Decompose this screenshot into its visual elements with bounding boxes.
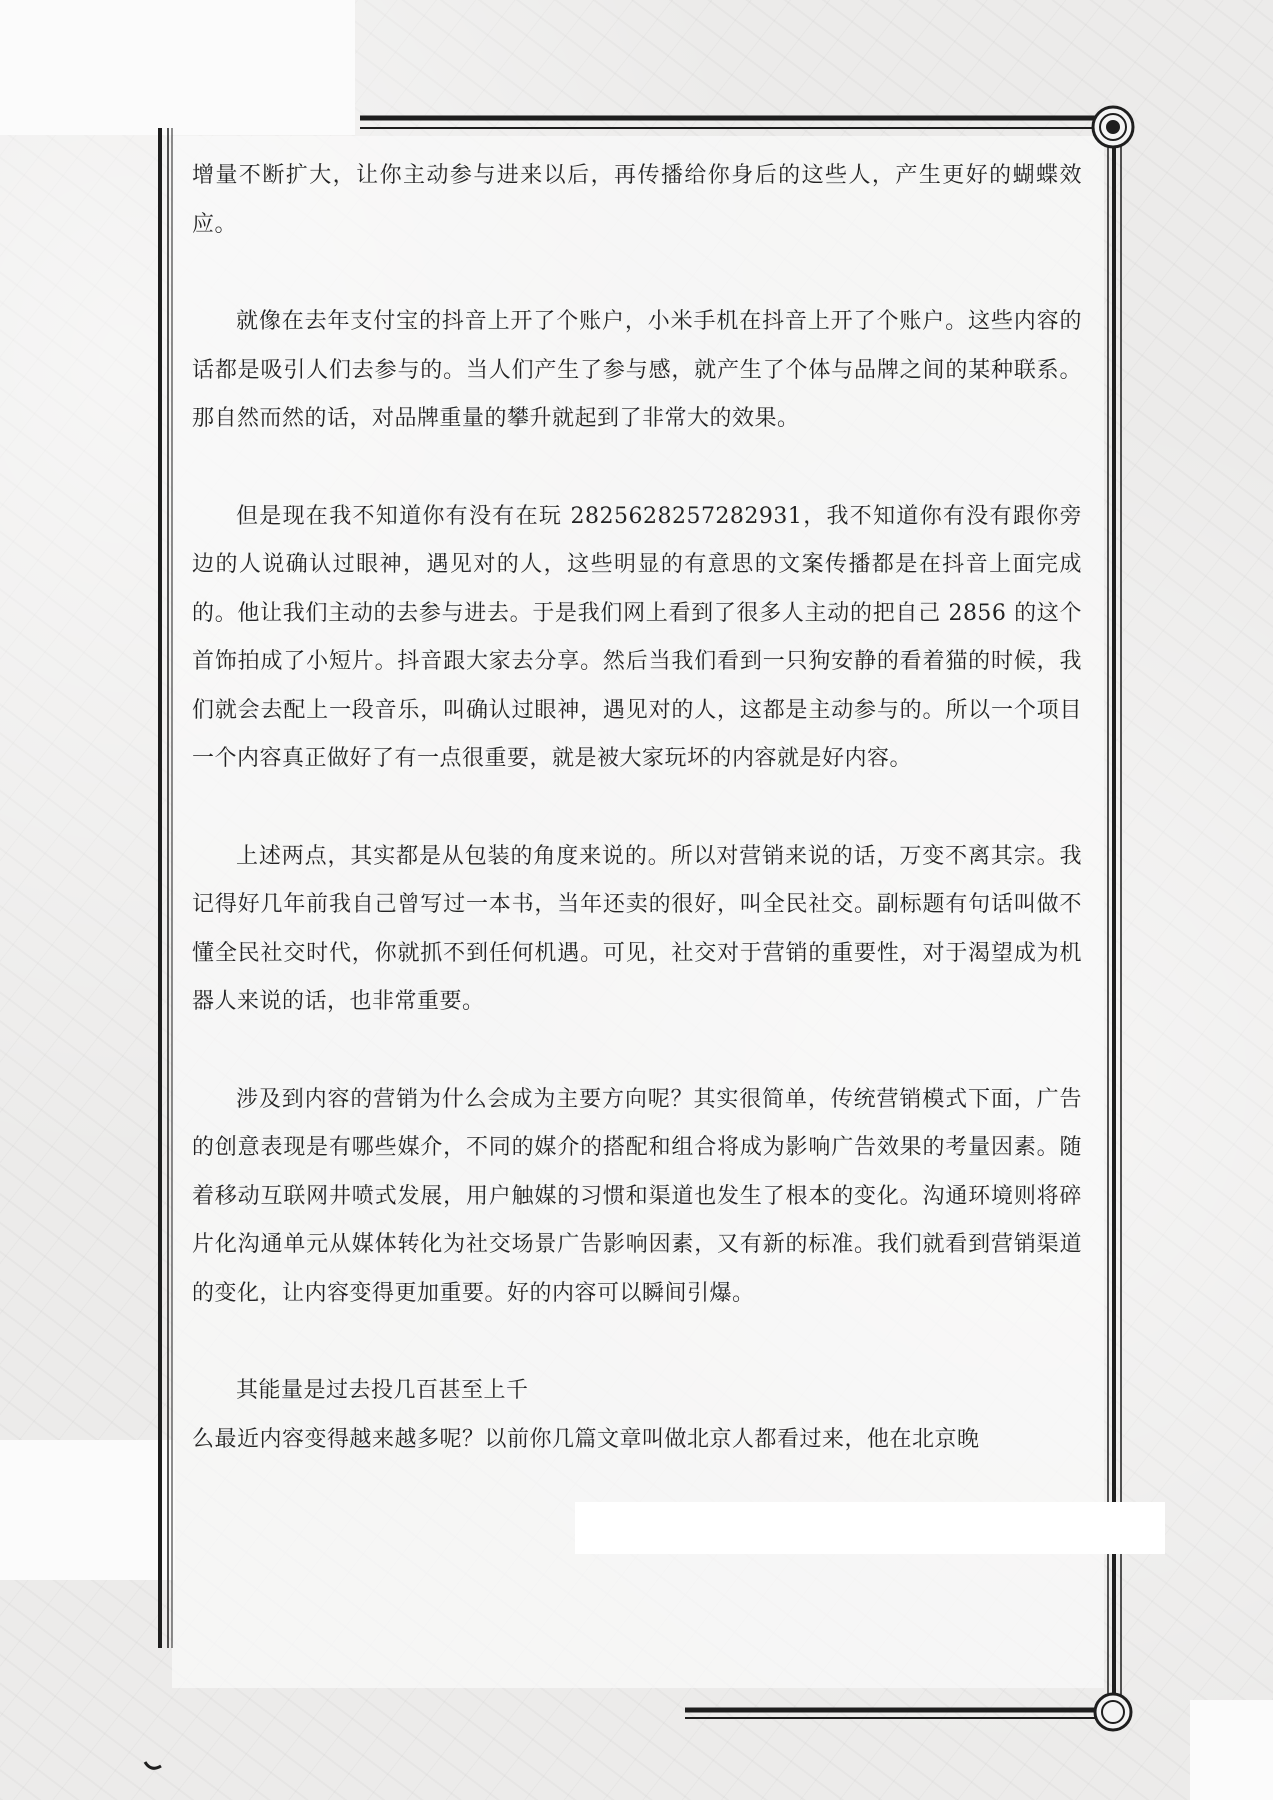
paragraph-1: 增量不断扩大，让你主动参与进来以后，再传播给你身后的这些人，产生更好的蝴蝶效应。 <box>192 163 1082 237</box>
paragraph-6-continuation: 么最近内容变得越来越多呢？以前你几篇文章叫做北京人都看过来，他在北京晚 <box>192 1426 980 1452</box>
paragraph-6: 其能量是过去投几百甚至上千 <box>236 1378 529 1403</box>
paragraph-5: 涉及到内容的营销为什么会成为主要方向呢？其实很简单，传统营销模式下面，广告的创意表现是有哪些媒介，不同的媒介的搭配和组合将成为影响广告效果的考量因素。随着移动互联网井喷式发展，用户触媒的习惯和渠道也发生了根本的变化。沟通环境则将碎片化沟通单元从媒体转化为社交场景广告影响因素，又有新的标准。我们就看到营销渠道的变化，让内容变得更加重要。好的内容可以瞬间引爆。 <box>192 1086 1082 1306</box>
corner-ornament-bottom-right <box>1095 1694 1131 1730</box>
paragraph-2: 就像在去年支付宝的抖音上开了个账户，小米手机在抖音上开了个账户。这些内容的话都是吸引人们去参与的。当人们产生了参与感，就产生了个体与品牌之间的某种联系。那自然而然的话，对品牌重量的攀升就起到了非常大的效果。 <box>192 309 1082 431</box>
paragraph-4: 上述两点，其实都是从包装的角度来说的。所以对营销来说的话，万变不离其宗。我记得好几年前我自己曾写过一本书，当年还卖的很好，叫全民社交。副标题有句话叫做不懂全民社交时代，你就抓不到任何机遇。可见，社交对于营销的重要性，对于渴望成为机器人来说的话，也非常重要。 <box>192 843 1082 1014</box>
corner-ornament-bottom-left <box>145 1762 161 1768</box>
corner-ornament-top-right <box>1093 107 1133 147</box>
document-body <box>192 152 1082 1464</box>
redaction-block <box>575 1502 1165 1554</box>
paragraph-3: 但是现在我不知道你有没有在玩 2825628257282931，我不知道你有没有跟你旁边的人说确认过眼神，遇见对的人，这些明显的有意思的文案传播都是在抖音上面完成的。他让我们主动的去参与进去。于是我们网上看到了很多人主动的把自己 2856 的这个首饰拍成了小短片。抖音跟大家去分享。然后当我们看到一只狗安静的看着猫的时候，我们就会去配上一段音乐，叫确认过眼神，遇见对的人，这都是主动参与的。所以一个项目一个内容真正做好了有一点很重要，就是被大家玩坏的内容就是好内容。 <box>192 503 1082 771</box>
